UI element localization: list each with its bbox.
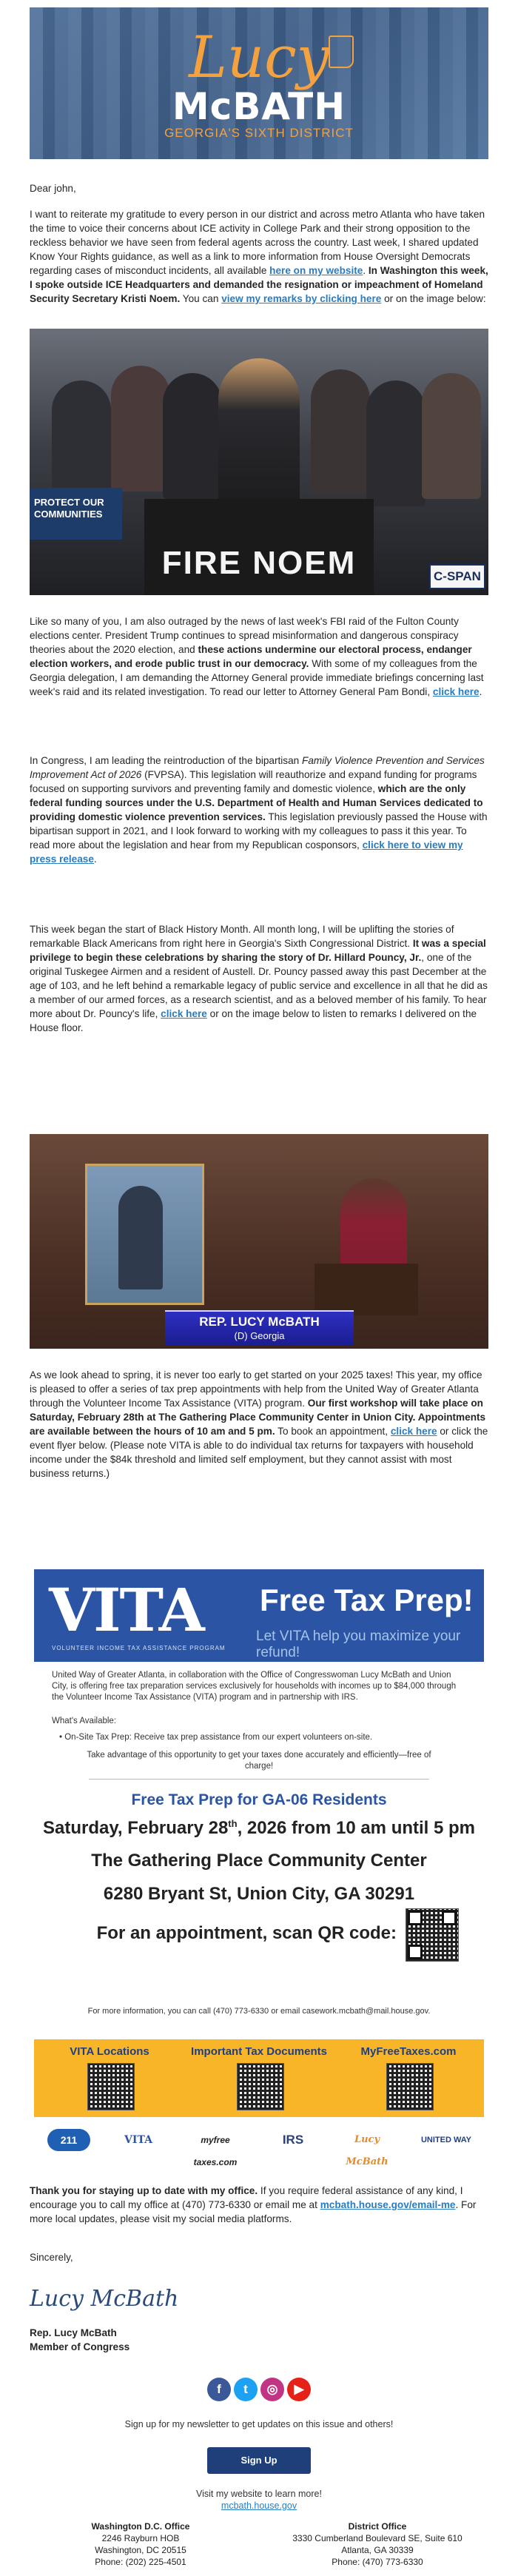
website-link — [30, 2500, 488, 2511]
text: This week began the start of Black History Month. All month long, I will be uplifting the stories of remarkable Black Americans from right here in Georgia's Sixth Congressional District. — [30, 924, 454, 949]
vita-flyer-header[interactable] — [34, 1569, 484, 1662]
house-floor-video-image[interactable] — [30, 1134, 488, 1349]
georgia-state-icon — [329, 36, 354, 68]
text: To book an appointment, — [275, 1426, 391, 1437]
twitter-glyph: t — [243, 2382, 248, 2396]
bold-text: In Washington this week, I spoke outside ICE Headquarters and demanded the resignation or impeachment of Homeland Security Secretary Kristi Noem. — [30, 265, 488, 304]
flyer-headline: Free Tax Prep! — [260, 1583, 474, 1617]
youtube-icon[interactable] — [287, 2378, 311, 2401]
bold-text: these actions undermine our electoral process, endanger election workers, and erode public trust in our democracy. — [30, 644, 472, 669]
lectern — [314, 1264, 418, 1315]
header-banner[interactable] — [30, 7, 488, 159]
flyer-info: For more information, you can call (470) 773-6330 or email casework.mcbath@mail.house.gov. — [87, 2007, 431, 2016]
text: With some of my colleagues from the Georgia delegation, I am demanding the Attorney General provide immediate briefings concerning last week's raid and its related investigation. To read our letter to Attorney General Pam Bondi, — [30, 658, 484, 697]
flyer-divider — [89, 1779, 429, 1780]
cspan-logo: C-SPAN — [429, 564, 485, 589]
text: . — [363, 265, 369, 276]
text: or on the image below to listen to remarks I delivered on the House floor. — [30, 1008, 477, 1033]
qr-corner — [408, 1945, 423, 1959]
flyer-tagline: Let VITA help you maximize your refund! — [256, 1629, 461, 1660]
paragraph-black-history — [30, 922, 488, 1035]
podium-sign-text: FIRE NOEM — [161, 545, 357, 581]
qr-label: Important Tax Documents — [191, 2045, 327, 2058]
ice-remarks-video-image[interactable] — [30, 329, 488, 595]
flyer-appointment: For an appointment, scan QR code: — [96, 1923, 397, 1943]
bold-text: It was a special privilege to begin these celebrations by sharing the story of Dr. Hillard Pouncy, Jr. — [30, 938, 486, 963]
paragraph-ice — [30, 207, 488, 306]
appointment-link[interactable]: click here — [390, 1426, 437, 1437]
text: In Congress, I am leading the reintroduction of the bipartisan — [30, 755, 303, 766]
sign-text: PROTECT OUR COMMUNITIES — [34, 497, 104, 520]
facebook-icon[interactable] — [207, 2378, 231, 2401]
pouncy-link[interactable]: click here — [161, 1008, 207, 1019]
visit-text: Visit my website to learn more! — [196, 2489, 322, 2499]
flyer-venue: The Gathering Place Community Center — [91, 1851, 427, 1871]
date-text: , 2026 from 10 am until 5 pm — [237, 1818, 476, 1838]
dc-office — [30, 2520, 252, 2568]
logo-last-name: McBATH — [172, 85, 346, 128]
youtube-glyph: ▶ — [294, 2382, 304, 2396]
crowd-person — [422, 373, 481, 499]
instagram-icon[interactable] — [260, 2378, 284, 2401]
flyer-bullet: • On-Site Tax Prep: Receive tax prep assistance from our expert volunteers on-site. — [59, 1733, 373, 1742]
vita-logo: VITA — [49, 1575, 204, 1645]
vita-logo-subtitle: VOLUNTEER INCOME TAX ASSISTANCE PROGRAM — [52, 1645, 226, 1651]
portrait-figure — [118, 1186, 163, 1289]
flyer-title: Free Tax Prep for GA-06 Residents — [131, 1791, 387, 1808]
text: or click the event flyer below. (Please note VITA is able to do individual tax returns for taxpayers with household income under the $84k threshold and limited self employment, but they cannot assist with most business returns.) — [30, 1426, 488, 1479]
text: . For more local updates, please visit my social media platforms. — [30, 2199, 477, 2224]
website-url[interactable]: mcbath.house.gov — [221, 2500, 297, 2511]
logo-mcbath: Lucy McBath — [346, 2134, 388, 2167]
logo-irs: IRS — [282, 2133, 304, 2147]
text: or on the image below: — [381, 293, 486, 304]
greeting: Dear john, — [30, 183, 76, 194]
website-link[interactable]: here on my website — [269, 265, 363, 276]
flyer-advantage: Take advantage of this opportunity to get your taxes done accurately and efficiently—free of charge! — [87, 1751, 431, 1771]
text: , one of the original Tuskegee Airmen and a resident of Austell. Dr. Pouncy passed away this past December at the age of 103, and he left behind a remarkable legacy of public service and excellence in all that he did as a member of our armed forces, as a research scientist, and as a beloved member of his family. To hear more about Dr. Pouncy's life, — [30, 952, 488, 1019]
bold-text: Our first workshop will take place on Saturday, February 28th at The Gathering Place Community Center in Union City. Appointments are available between the hours of 10 am and 5 pm. — [30, 1398, 486, 1437]
text: . — [93, 853, 97, 865]
crowd-person — [111, 366, 170, 492]
text: Like so many of you, I am also outraged by the news of last week's FBI raid of the Fulton County elections center. President Trump continues to spread misinformation and dangerous conspiracy theories about the 2020 election, and — [30, 616, 459, 655]
vita-locations-qr-code[interactable] — [87, 2063, 135, 2110]
qr-corner — [442, 1911, 457, 1925]
press-release-link[interactable]: click here to view my press release — [30, 839, 463, 865]
logo-first-name: Lucy — [189, 24, 329, 91]
date-suffix: th — [228, 1818, 238, 1829]
district-office-phone: Phone: (470) 773-6330 — [332, 2557, 423, 2567]
flyer-date — [34, 1818, 484, 1839]
dc-office-line1: 2246 Rayburn HOB — [101, 2533, 180, 2543]
logo-district: GEORGIA'S SIXTH DISTRICT — [164, 126, 354, 140]
tax-documents-qr-code[interactable] — [237, 2063, 284, 2110]
logo-myfreetaxes: myfree taxes.com — [193, 2135, 238, 2167]
signer-title: Member of Congress — [30, 2341, 130, 2352]
chyron-subtitle: (D) Georgia — [234, 1330, 285, 1341]
crowd-person — [163, 373, 222, 499]
dc-office-line2: Washington, DC 20515 — [95, 2545, 186, 2555]
speaker-figure — [218, 358, 300, 506]
district-office-line1: 3330 Cumberland Boulevard SE, Suite 610 — [292, 2533, 462, 2543]
myfreetaxes-qr-code[interactable] — [386, 2063, 434, 2110]
sincerely: Sincerely, — [30, 2252, 73, 2263]
italic-text: Family Violence Prevention and Services Improvement Act of 2026 — [30, 755, 485, 780]
qr-corner — [408, 1911, 423, 1925]
paragraph-closing — [30, 2184, 488, 2226]
remarks-link[interactable]: view my remarks by clicking here — [221, 293, 382, 304]
twitter-icon[interactable] — [234, 2378, 258, 2401]
text: This legislation previously passed the House with bipartisan support in 2021, and I look forward to working with my colleagues to pass it this year. To read more about the legislation and hear from my Republican cosponsors, — [30, 811, 488, 851]
paragraph-fvpsa — [30, 754, 488, 866]
paragraph-taxes — [30, 1368, 488, 1480]
dc-office-phone: Phone: (202) 225-4501 — [95, 2557, 186, 2567]
flyer-available-label: What's Available: — [52, 1717, 117, 1725]
text: If you require federal assistance of any kind, I encourage you to call my office at (470) 773-6330 or email me at — [30, 2185, 463, 2210]
paragraph-fbi-raid — [30, 614, 488, 699]
text: (FVPSA). This legislation will reauthorize and expand funding for programs focused on supporting survivors and preventing family and domestic violence, — [30, 769, 477, 794]
dc-office-title: Washington D.C. Office — [91, 2521, 190, 2532]
district-office-title: District Office — [348, 2521, 407, 2532]
signer-name: Rep. Lucy McBath — [30, 2327, 117, 2338]
district-office — [266, 2520, 488, 2568]
logo-211: 211 — [47, 2129, 90, 2151]
text: I want to reiterate my gratitude to every person in our district and across metro Atlanta who have taken the time to voice their concerns about ICE activity in College Park and their strong opposition to the reckless behavior we have seen from federal agents across the country. Last week, I shared updated Know Your Rights guidance, as well as a link to more information from House Oversight Democrats regarding cases of misconduct incidents, all available — [30, 209, 485, 276]
chyron-name: REP. LUCY McBATH — [199, 1315, 320, 1329]
facebook-glyph: f — [217, 2382, 221, 2396]
signature: Lucy McBath — [30, 2286, 179, 2312]
appointment-qr-code[interactable] — [406, 1908, 459, 1962]
crowd-person — [311, 369, 370, 495]
signup-button[interactable]: Sign Up — [207, 2447, 311, 2474]
signup-prompt: Sign up for my newsletter to get updates on this issue and others! — [124, 2419, 394, 2429]
crowd-person — [366, 380, 426, 506]
bold-text: which are the only federal funding sources under the U.S. Department of Health and Human Services dedicated to providing domestic violence prevention services. — [30, 783, 483, 822]
date-text: Saturday, February 28 — [42, 1818, 229, 1838]
partner-logos — [34, 2121, 484, 2167]
instagram-glyph: ◎ — [266, 2382, 278, 2396]
qr-label: VITA Locations — [70, 2045, 149, 2058]
flyer-intro: United Way of Greater Atlanta, in collaboration with the Office of Congresswoman Lucy McBath and Union City, is offering free tax preparation services exclusively for households with incomes up to $84,000 through the Volunteer Income Tax Assistance (VITA) program and in partnership with IRS. — [52, 1671, 457, 1702]
logo-vita: VITA — [124, 2134, 152, 2146]
bullet-text: On-Site Tax Prep: Receive tax prep assistance from our expert volunteers on-site. — [64, 1733, 373, 1742]
email-me-link[interactable]: mcbath.house.gov/email-me — [320, 2199, 456, 2210]
flyer-qr-strip — [34, 2039, 484, 2117]
logo-united-way: UNITED WAY — [420, 2136, 472, 2144]
bold-text: Thank you for staying up to date with my office. — [30, 2185, 258, 2196]
text: . — [479, 686, 482, 697]
text: As we look ahead to spring, it is never too early to get started on your 2025 taxes! This year, my office is pleased to offer a series of tax prep appointments with help from the United Way of Greater Atlanta through the Volunteer Income Tax Assistance (VITA) program. — [30, 1369, 482, 1409]
chyron — [165, 1310, 354, 1346]
text: You can — [180, 293, 222, 304]
letter-link[interactable]: click here — [432, 686, 480, 697]
flyer-address: 6280 Bryant St, Union City, GA 30291 — [103, 1884, 415, 1904]
district-office-line2: Atlanta, GA 30339 — [341, 2545, 414, 2555]
qr-label: MyFreeTaxes.com — [360, 2045, 457, 2058]
protest-sign — [30, 488, 122, 540]
